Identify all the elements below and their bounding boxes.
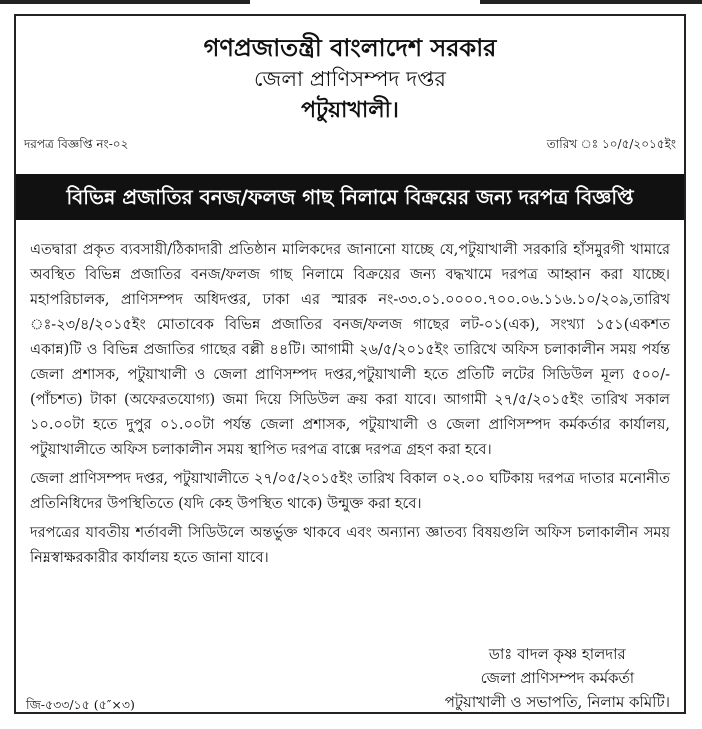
top-rule-left — [0, 0, 250, 4]
top-rule-right — [480, 0, 702, 4]
office-location: পটুয়াখালী। — [301, 97, 399, 123]
signatory-name: ডাঃ বাদল কৃষ্ণ হালদার — [488, 645, 626, 663]
signatory-location: পটুয়াখালী ও সভাপতি, নিলাম কমিটি। — [444, 693, 670, 711]
notice-frame — [14, 14, 686, 714]
paragraph-3: দরপত্রের যাবতীয় শর্তাবলী সিডিউলে অন্তর্ভুক্ত থাকবে এবং অন্যান্য জ্ঞাতব্য বিষয়গুলি অফিস চলাকালীন সময় নিম্নস্বাক্ষরকারীর কার্যালয় হতে জানা যাবে। — [30, 525, 670, 566]
paragraph-1: এতদ্বারা প্রকৃত ব্যবসায়ী/ঠিকাদারী প্রতিষ্ঠান মালিকদের জানানো যাচ্ছে যে,পটুয়াখালী সরকারি হাঁসমুরগী খামারে অবস্থিত বিভিন্ন প্রজাতির বনজ/ফলজ গাছ নিলামে বিক্রয়ের জন্য বদ্ধখামে দরপত্র আহ্বান করা যাচ্ছে। মহাপরিচালক, প্রাণিসম্পদ অধিদপ্তর, ঢাকা এর স্মারক নং-৩৩.০১.০০০০.৭০০.০৬.১১৬.১০/২০৯,তারিখ ঃ-২৩/৪/২০১৫ইং মোতাবেক বিভিন্ন প্রজাতির বনজ/ফলজ গাছের লট-০১(এক), সংখ্যা ১৫১(একশত একান্ন)টি ও বিভিন্ন প্রজাতির গাছের বল্লী ৪৪টি। আগামী ২৬/৫/২০১৫ইং তারিখে অফিস চলাকালীন সময় পর্যন্ত জেলা প্রশাসক, পটুয়াখালী ও জেলা প্রাণিসম্পদ দপ্তর,পটুয়াখালী হতে প্রতিটি লটের সিডিউল মূল্য ৫০০/-(পাঁচশত) টাকা (অফেরতযোগ্য) জমা দিয়ে সিডিউল ক্রয় করা যাবে। আগামী ২৭/৫/২০১৫ইং তারিখ সকাল ১০.০০টা হতে দুপুর ০১.০০টা পর্যন্ত জেলা প্রশাসক, পটুয়াখালী ও জেলা প্রাণিসম্পদ কর্মকর্তার কার্যালয়, পটুয়াখালীতে অফিস চলাকালীন সময় স্থাপিত দরপত্র বাক্সে দরপত্র গ্রহণ করা হবে। — [30, 242, 670, 458]
notice-date: তারিখ ঃ ১০/৫/২০১৫ইং — [546, 137, 676, 151]
signatory-designation: জেলা প্রাণিসম্পদ কর্মকর্তা — [480, 669, 635, 687]
signature-block — [445, 642, 670, 714]
paragraph-2: জেলা প্রাণিসম্পদ দপ্তর, পটুয়াখালীতে ২৭/০৫/২০১৫ইং তারিখ বিকাল ০২.০০ ঘটিকায় দরপত্র দাতার মনোনীত প্রতিনিধিদের উপস্থিতিতে (যদি কেহ উপস্থিত থাকে) উন্মুক্ত করা হবে। — [30, 471, 670, 512]
notice-header — [16, 32, 684, 126]
notice-title-banner: বিভিন্ন প্রজাতির বনজ/ফলজ গাছ নিলামে বিক্রয়ের জন্য দরপত্র বিজ্ঞপ্তি — [16, 174, 684, 220]
notice-body — [30, 238, 670, 575]
government-name: গণপ্রজাতন্ত্রী বাংলাদেশ সরকার — [203, 33, 497, 62]
office-name: জেলা প্রাণিসম্পদ দপ্তর — [254, 67, 446, 91]
notice-ref-number: দরপত্র বিজ্ঞপ্তি নং-০২ — [24, 137, 129, 151]
footer-code: জি-৫৩৩/১৫ (৫″×৩) — [26, 697, 135, 712]
